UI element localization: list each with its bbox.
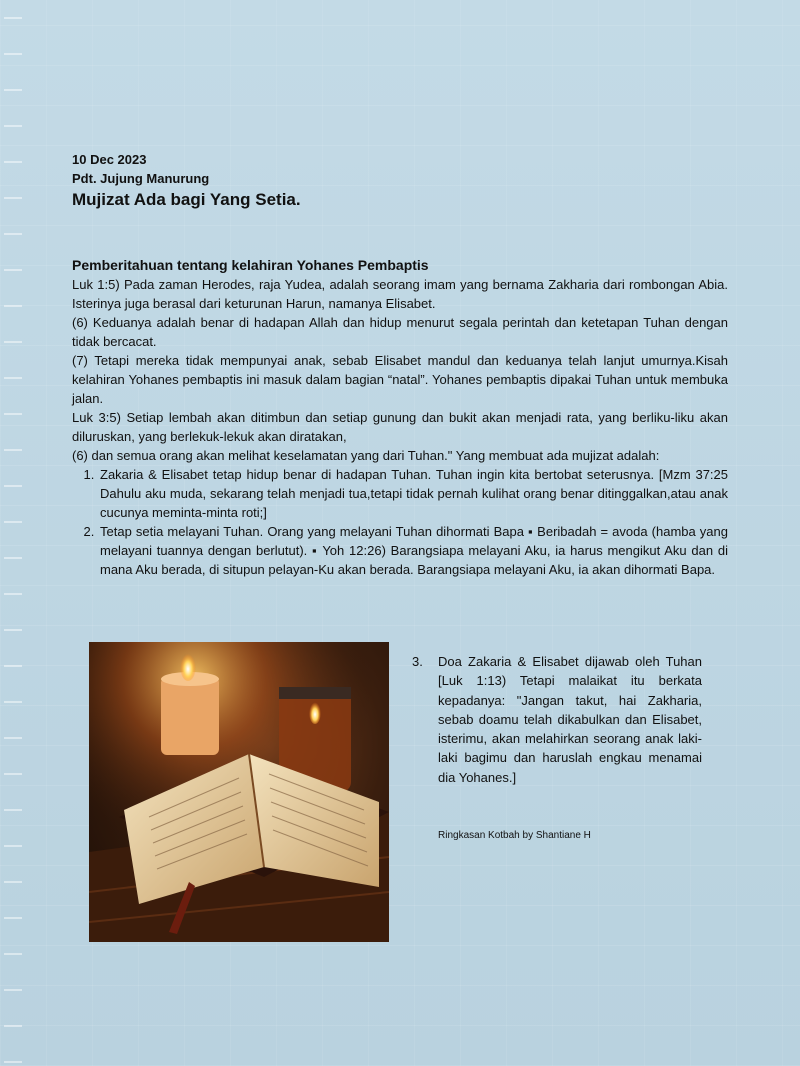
point-number: 3.	[412, 654, 423, 669]
scripture-paragraph: Luk 3:5) Setiap lembah akan ditimbun dan setiap gunung dan bukit akan menjadi rata, yang berliku-liku akan diluruskan, yang berlekuk-lekuk akan diratakan,	[72, 410, 728, 444]
scripture-paragraph: (7) Tetapi mereka tidak mempunyai anak, sebab Elisabet mandul dan keduanya telah lanjut umurnya.Kisah kelahiran Yohanes pembaptis ini masuk dalam bagian “natal”. Yohanes pembaptis dipakai Tuhan untuk membuka jalan.	[72, 353, 728, 406]
miracle-points-list	[72, 465, 728, 579]
sermon-author: Pdt. Jujung Manurung	[72, 171, 210, 186]
sermon-date: 10 Dec 2023	[72, 152, 147, 167]
sermon-page	[72, 150, 728, 579]
point-three-column	[412, 652, 702, 787]
scripture-paragraph: Luk 1:5) Pada zaman Herodes, raja Yudea, adalah seorang imam yang bernama Zakharia dari rombongan Abia. Isterinya juga berasal dari keturunan Harun, namanya Elisabet.	[72, 277, 728, 311]
sermon-title: Mujizat Ada bagi Yang Setia.	[72, 190, 301, 209]
miracle-point: 2. Tetap setia melayani Tuhan. Orang yang melayani Tuhan dihormati Bapa ▪ Beribadah = avoda (hamba yang melayani tuannya dengan berlutut). ▪ Yoh 12:26) Barangsiapa melayani Aku, ia harus mengikut Aku dan di mana Aku berada, di situpun pelayan-Ku akan berada. Barangsiapa melayani Aku, ia akan dihormati Bapa.	[98, 522, 728, 579]
bible-candle-illustration	[89, 642, 389, 942]
point-text: Doa Zakaria & Elisabet dijawab oleh Tuhan [Luk 1:13) Tetapi malaikat itu berkata kepadanya: "Jangan takut, hai Zakharia, sebab doamu telah dikabulkan dan Elisabet, isterimu, akan melahirkan seorang anak laki-laki bagimu dan haruslah engkau menamai dia Yohanes.]	[438, 654, 702, 785]
summary-credit: Ringkasan Kotbah by Shantiane H	[438, 830, 591, 841]
miracle-point: 1. Zakaria & Elisabet tetap hidup benar di hadapan Tuhan. Tuhan ingin kita bertobat seterusnya. [Mzm 37:25 Dahulu aku muda, sekarang telah menjadi tua,tetapi tidak pernah kulihat orang benar ditinggalkan,atau anak cucunya meminta-minta roti;]	[98, 465, 728, 522]
bible-candle-photo	[89, 642, 389, 942]
miracle-point	[412, 652, 702, 787]
page-margin-ticks	[0, 0, 30, 1066]
scripture-paragraph: (6) Keduanya adalah benar di hadapan Allah dan hidup menurut segala perintah dan ketetapan Tuhan dengan tidak bercacat.	[72, 315, 728, 349]
section-title: Pemberitahuan tentang kelahiran Yohanes Pembaptis	[72, 257, 429, 273]
scripture-paragraph: (6) dan semua orang akan melihat keselamatan yang dari Tuhan." Yang membuat ada mujizat adalah:	[72, 448, 660, 463]
